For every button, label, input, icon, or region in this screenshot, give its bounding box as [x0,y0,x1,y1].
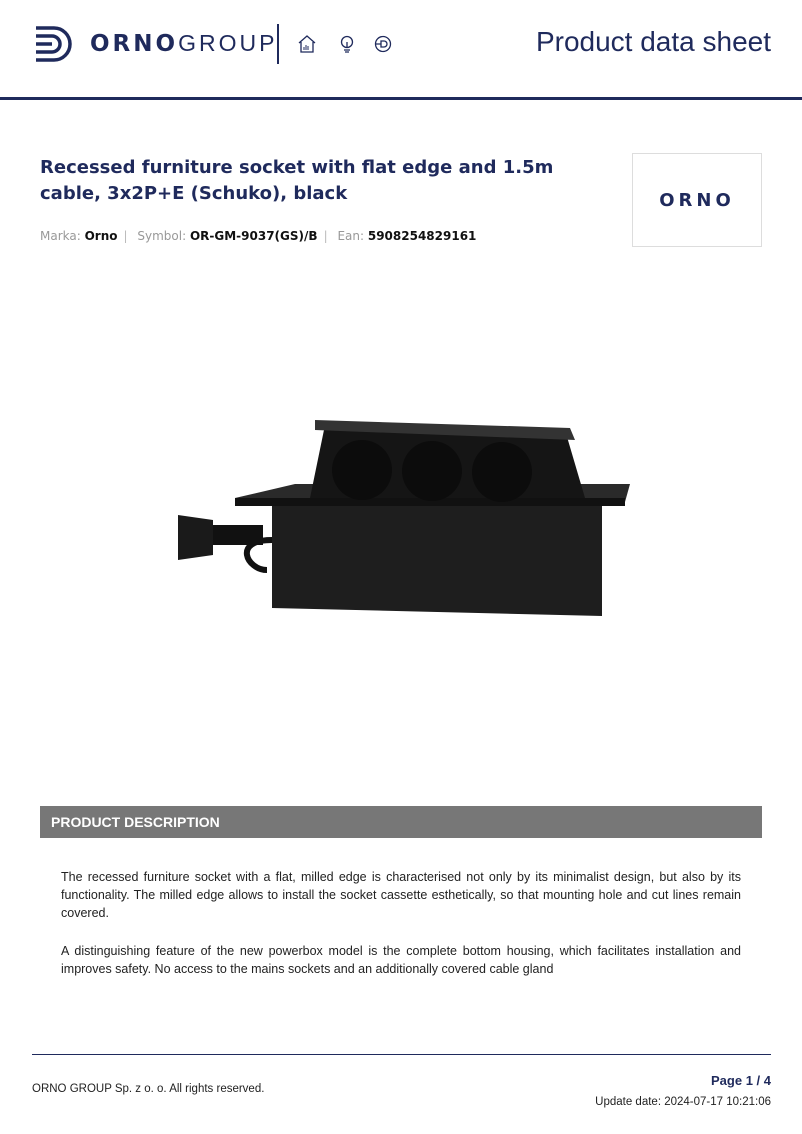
ean-label: Ean: [337,229,365,243]
brand-logo: ORNO [632,153,762,247]
brand-name: ORNOGROUP [90,30,278,57]
description-paragraph: The recessed furniture socket with a flat, milled edge is characterised not only by its minimalist design, but also by its functionality. The milled edge allows to install the socket cassette esthetically, so that mounting hole and cut lines remain covered. [61,870,741,920]
product-meta: Marka: Orno | Symbol: OR-GM-9037(GS)/B | Ean: 5908254829161 [40,229,477,243]
product-image [150,270,650,780]
product-title: Recessed furniture socket with flat edge and 1.5m cable, 3x2P+E (Schuko), black [40,157,554,204]
description-paragraph: A distinguishing feature of the new powerbox model is the complete bottom housing, which facilitates installation and improves safety. No access to the mains sockets and an additionally covered cable gland [61,944,741,976]
ean-value: 5908254829161 [367,229,477,243]
page-header [0,0,802,100]
symbol-value: OR-GM-9037(GS)/B [189,229,318,243]
page-number: Page 1 / 4 [711,1073,771,1088]
smart-home-icon [297,34,317,54]
plug-icon [373,34,393,54]
update-date: Update date: 2024-07-17 10:21:06 [595,1096,771,1108]
copyright: ORNO GROUP Sp. z o. o. All rights reserved. [32,1083,265,1095]
section-heading: PRODUCT DESCRIPTION [40,806,762,838]
ornogroup-logo-icon [34,24,74,64]
divider [277,24,279,64]
symbol-label: Symbol: [137,229,187,243]
footer-divider [32,1054,771,1055]
document-type: Product data sheet [535,26,771,57]
brand-value: Orno [84,229,118,243]
bulb-icon [337,34,357,54]
brand-label: Marka: [40,229,81,243]
